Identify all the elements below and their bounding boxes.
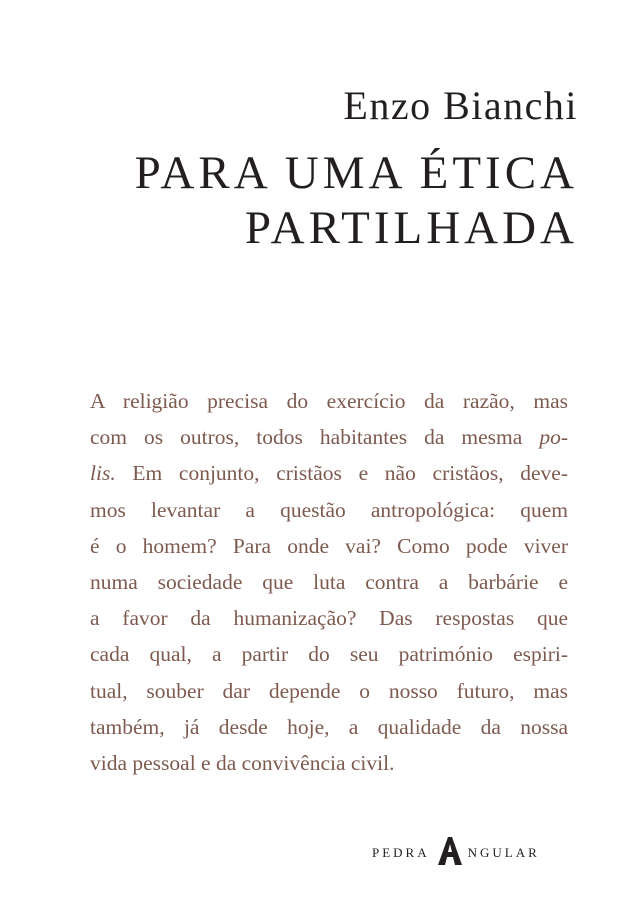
publisher-word-ngular: NGULAR [467,845,540,860]
publisher-mark [372,840,540,866]
blurb-line: numa sociedade que luta contra a barbárie e [90,570,568,595]
blurb-line: com os outros, todos habitantes da mesma po- [90,425,568,450]
blurb-line: vida pessoal e da convivência civil. [90,751,395,776]
publisher-word-pedra: PEDRA [372,845,430,860]
blurb-line: é o homem? Para onde vai? Como pode viver [90,533,568,558]
book-title [135,146,578,256]
title-line-2: PARTILHADA [244,202,578,254]
blurb-line: cada qual, a partir do seu património espiri- [90,642,568,667]
blurb-line: também, já desde hoje, a qualidade da nossa [90,714,568,739]
author-name: Enzo Bianchi [343,83,578,128]
back-cover-blurb [90,383,568,781]
blurb-line: mos levantar a questão antropológica: quem [90,497,568,522]
angular-a-logo-icon [438,837,462,865]
blurb-line: A religião precisa do exercício da razão, mas [90,389,568,413]
blurb-line: tual, souber dar depende o nosso futuro, mas [90,678,568,703]
blurb-line: lis. Em conjunto, cristãos e não cristãos, deve- [90,461,568,486]
title-line-1: PARA UMA ÉTICA [134,147,578,199]
blurb-line: a favor da humanização? Das respostas que [90,606,568,631]
